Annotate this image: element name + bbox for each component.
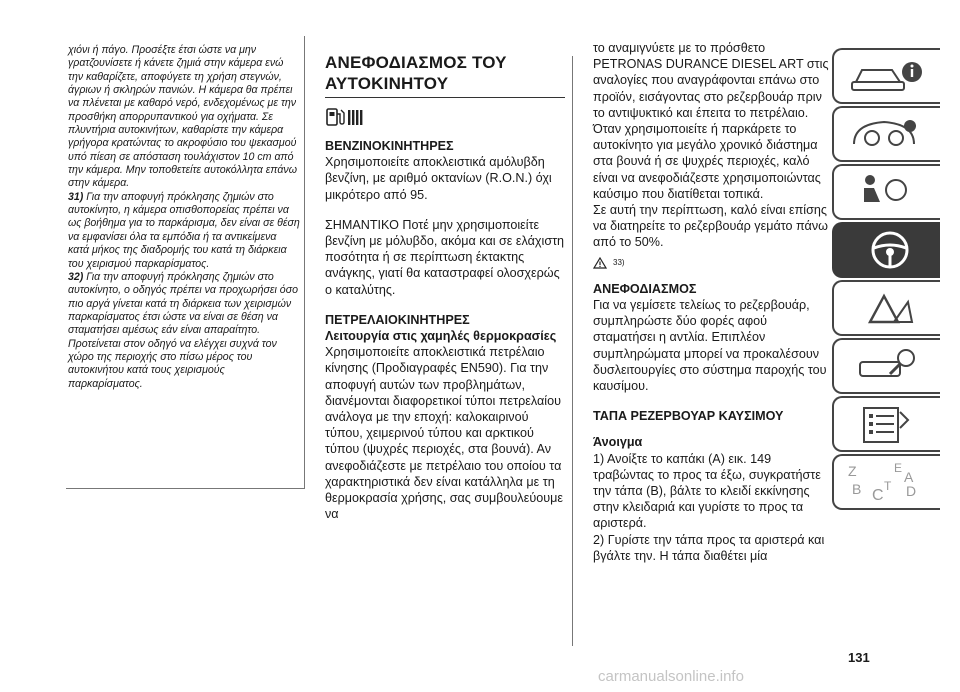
steering-wheel-icon bbox=[834, 224, 934, 276]
fuel-cap-heading: ΤΑΠΑ ΡΕΖΕΡΒΟΥΑΡ ΚΑΥΣΙΜΟΥ bbox=[593, 409, 784, 424]
tab-index[interactable] bbox=[832, 454, 940, 510]
opening-step-1: 1) Ανοίξτε το καπάκι (A) εικ. 149 τραβώντας το προς τα έξω, συγκρατήστε την τάπα (B), βάλτε το κλειδί εκκίνησης στην κλειδαριά και γυρίστε το προς τα αριστερά. bbox=[593, 451, 821, 531]
index-letter-e: E bbox=[894, 461, 903, 475]
note-31 bbox=[68, 191, 300, 271]
note-31-number: 31) bbox=[68, 190, 84, 203]
page-title: ΑΝΕΦΟΔΙΑΣΜΟΣ ΤΟΥ ΑΥΤΟΚΙΝΗΤΟΥ bbox=[325, 53, 507, 93]
tab-dashboard[interactable] bbox=[832, 106, 940, 162]
column3 bbox=[593, 40, 831, 564]
petrol-text: Χρησιμοποιείτε αποκλειστικά αμόλυβδη βενζίνη, με αριθμό οκτανίων (R.O.N.) όχι μικρότερο από 95. bbox=[325, 155, 552, 202]
warning-reference bbox=[593, 255, 831, 271]
note-32 bbox=[68, 271, 300, 391]
alphabet-index-icon bbox=[834, 456, 934, 508]
warning-ref-number: 33) bbox=[613, 257, 625, 267]
index-letter-z: Z bbox=[848, 463, 857, 479]
tank-level-text: Σε αυτή την περίπτωση, καλό είναι επίσης να διατηρείτε το ρεζερβουάρ γεμάτο πάνω από το 50%. bbox=[593, 203, 828, 250]
index-letter-b: B bbox=[852, 481, 862, 497]
data-list-icon bbox=[834, 398, 934, 450]
index-letter-a: A bbox=[904, 469, 914, 485]
winter-text: Χρησιμοποιείτε αποκλειστικά πετρέλαιο κίνησης (Προδιαγραφές EN590). Για την αποφυγή αυτών των προβλημάτων, διανέμονται διαφορετικοί τύποι πετρελαίου ανάλογα με την εποχή: καλοκαιρινού τύπου, χειμερινού τύπου και αρκτικού τύπου (ψυχρές περιοχές, στα βουνά). Αν ανεφοδιάζεστε με πετρέλαιο του οποίου τα χαρακτηριστικά δεν είναι κατάλληλα με τη θερμοκρασία χρήσης, σας συμβουλεύουμε να bbox=[325, 345, 563, 522]
column-divider bbox=[572, 56, 573, 646]
watermark: carmanualsonline.info bbox=[598, 668, 744, 685]
tab-safety[interactable] bbox=[832, 164, 940, 220]
fuel-pump-icon bbox=[325, 106, 365, 128]
warning-triangle-icon bbox=[834, 282, 934, 334]
column1 bbox=[68, 44, 300, 391]
service-icon bbox=[834, 340, 934, 392]
tab-starting-driving[interactable] bbox=[832, 222, 940, 278]
dashboard-icon bbox=[834, 108, 934, 160]
car-info-icon bbox=[834, 50, 934, 102]
note-32-number: 32) bbox=[68, 270, 84, 283]
note-32-text: Για την αποφυγή πρόκλησης ζημιών στο αυτοκίνητο, ο οδηγός πρέπει να προχωρήσει όσο πιο αργά γίνεται κατά τη διάρκεια των χειρισμών παρκαρίσματος έτσι ώστε να είναι σε θέση να σταματήσει αμέσως εάν είναι απαραίτητο. Προτείνεται στον οδηγό να ελέγχει συχνά τον χώρο της περιοχής στο πίσω μέρος του αυτοκινήτου κατά τους χειρισμούς παρκαρίσματος. bbox=[68, 270, 298, 390]
tab-technical-data[interactable] bbox=[832, 396, 940, 452]
tab-maintenance[interactable] bbox=[832, 338, 940, 394]
page-number: 131 bbox=[848, 650, 870, 665]
index-letter-d: D bbox=[906, 483, 917, 499]
airbag-icon bbox=[834, 166, 934, 218]
index-letter-t: T bbox=[884, 479, 892, 493]
opening-heading: Άνοιγμα bbox=[593, 435, 643, 450]
title-rule bbox=[325, 97, 565, 98]
additive-text: το αναμιγνύετε με το πρόσθετο PETRONAS DURANCE DIESEL ART στις αναλογίες που αναγράφονται επάνω στο προϊόν, εισάγοντας στο ρεζερβουάρ πριν το αντιψυκτικό και έπειτα το πετρέλαιο. bbox=[593, 41, 829, 120]
tab-info[interactable] bbox=[832, 48, 940, 104]
diesel-heading: ΠΕΤΡΕΛΑΙΟΚΙΝΗΤΗΡΕΣ bbox=[325, 312, 470, 327]
cold-regions-text: Όταν χρησιμοποιείτε ή παρκάρετε το αυτοκίνητο για μεγάλο χρονικό διάστημα στα βουνά ή σε ψυχρές περιοχές, καλό είναι να ανεφοδιάζεστε χρησιμοποιώντας καύσιμο που διατίθεται τοπικά. bbox=[593, 122, 821, 201]
refuel-text: Για να γεμίσετε τελείως το ρεζερβουάρ, συμπληρώστε δύο φορές αφού σταματήσει η αντλία. Επιπλέον συμπληρώματα μπορεί να προκαλέσουν δυσλειτουργίες στο σύστημα παροχής του καυσίμου. bbox=[593, 298, 827, 394]
note-31-text: Για την αποφυγή πρόκλησης ζημιών στο αυτοκίνητο, η κάμερα οπισθοπορείας πρέπει να ως βοήθημα για το παρκάρισμα, δεν είναι σε θέση να εμφανίσει όλα τα εμπόδια ή τα αντικείμενα κατά μήκος της διαδρομής του κατά τη διάρκεια του χειρισμού παρκαρίσματος. bbox=[68, 190, 300, 270]
index-letter-c: C bbox=[872, 487, 884, 504]
important-text: ΣΗΜΑΝΤΙΚΟ Ποτέ μην χρησιμοποιείτε βενζίνη με μόλυβδο, ακόμα και σε ελάχιστη ποσότητα ή σε περίπτωση έκτακτης ανάγκης, γιατί θα καταστραφεί ολοσχερώς ο καταλύτης. bbox=[325, 217, 565, 297]
column2 bbox=[325, 52, 565, 522]
tab-emergency[interactable] bbox=[832, 280, 940, 336]
opening-step-2: 2) Γυρίστε την τάπα προς τα αριστερά και βγάλτε την. Η τάπα διαθέτει μία bbox=[593, 532, 825, 563]
petrol-heading: ΒΕΝΖΙΝΟΚΙΝΗΤΗΡΕΣ bbox=[325, 139, 454, 153]
refuel-heading: ΑΝΕΦΟΔΙΑΣΜΟΣ bbox=[593, 281, 697, 296]
column1-paragraph: χιόνι ή πάγο. Προσέξτε έτσι ώστε να μην γρατζουνίσετε ή κάνετε ζημιά στην κάμερα ενώ την καθαρίζετε, αποφύγετε τη χρήση στεγνών, άγριων ή σκληρών πανιών. Η κάμερα θα πρέπει να πλένεται με καθαρό νερό, ενδεχομένως με την προσθήκη απορρυπαντικού για οχήματα. Σε πλυντήρια αυτοκινήτων, καθαρίστε την κάμερα γρήγορα κρατώντας το ακροφύσιο του ψεκασμού υπό πίεση σε απόσταση τουλάχιστον 10 cm από την κάμερα. Μην τοποθετείτε αυτοκόλλητα επάνω στην κάμερα. bbox=[68, 44, 297, 190]
winter-heading: Λειτουργία στις χαμηλές θερμοκρασίες bbox=[325, 329, 557, 344]
warning-triangle-icon bbox=[593, 257, 607, 269]
